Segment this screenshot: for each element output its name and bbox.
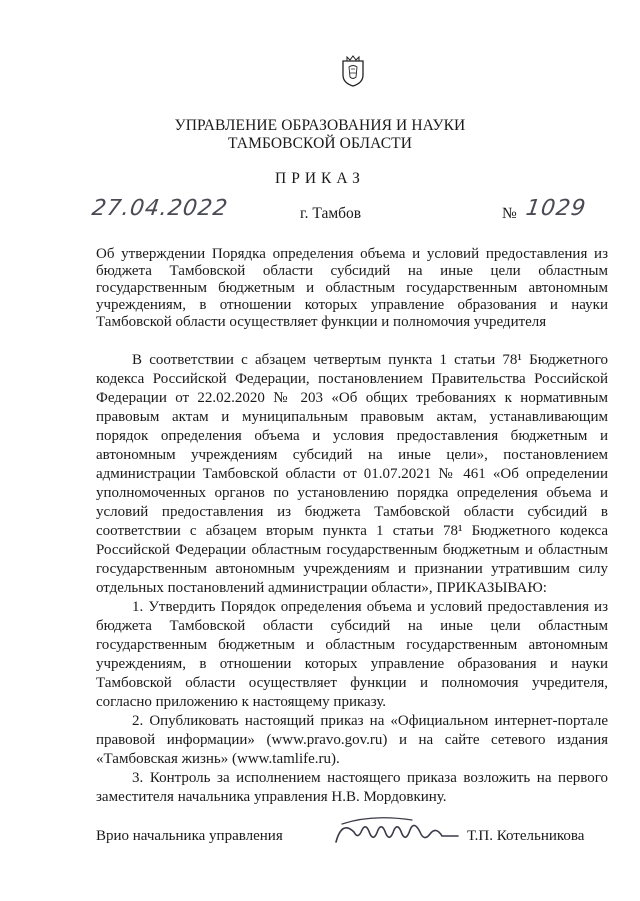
body-line: 3. Контроль за исполнением настоящего приказа возложить на первого bbox=[132, 770, 608, 786]
body-line: автономным учреждениям субсидий на иные цели», постановлением bbox=[96, 447, 608, 463]
document-number: 1029 bbox=[524, 196, 588, 221]
body-line: государственным автономным учреждениям и признании утратившим силу bbox=[96, 561, 608, 577]
document-type: ПРИКАЗ bbox=[275, 170, 365, 187]
organization-name-line2: ТАМБОВСКОЙ ОБЛАСТИ bbox=[228, 135, 412, 152]
body-line: «Тамбовская жизнь» (www.tamlife.ru). bbox=[96, 751, 340, 767]
title-line: Об утверждении Порядка определения объема и условий предоставления из bbox=[96, 246, 608, 262]
title-line: учреждениям, в отношении которых управление образования и науки bbox=[96, 297, 608, 313]
body-line: учреждениям, в отношении которых управление образования и науки bbox=[96, 656, 608, 672]
body-line: администрации Тамбовской области от 01.07.2021 № 461 «Об определении bbox=[96, 466, 608, 482]
body-line: правовой информации» (www.pravo.gov.ru) и на сайте сетевого издания bbox=[96, 732, 608, 748]
signatory-name: Т.П. Котельникова bbox=[467, 828, 585, 844]
number-sign: № bbox=[502, 205, 517, 222]
body-line: бюджета Тамбовской области субсидий на иные цели областным bbox=[96, 618, 608, 634]
body-line: государственным бюджетным и областным государственным автономным bbox=[96, 637, 608, 653]
body-line: заместителя начальника управления Н.В. Мордовкину. bbox=[96, 789, 447, 805]
body-line: отдельных постановлений администрации области», ПРИКАЗЫВАЮ: bbox=[96, 580, 547, 596]
organization-name-line1: УПРАВЛЕНИЕ ОБРАЗОВАНИЯ И НАУКИ bbox=[174, 117, 466, 134]
body-line: Федерации от 22.02.2020 № 203 «Об общих требованиях к нормативным bbox=[96, 390, 608, 406]
body-line: условий предоставления из бюджета Тамбовской области субсидий в bbox=[96, 504, 608, 520]
coat-of-arms-icon bbox=[339, 55, 367, 87]
body-line: Российской Федерации областным государственным бюджетным и областным bbox=[96, 542, 608, 558]
body-line: 1. Утвердить Порядок определения объема и условий предоставления из bbox=[132, 599, 608, 615]
body-line: соответствии с абзацем вторым пункта 1 статьи 78¹ Бюджетного кодекса bbox=[96, 523, 608, 539]
body-line: уполномоченных органов по установлению порядка определения объема и bbox=[96, 485, 608, 501]
title-line: бюджета Тамбовской области субсидий на иные цели областным bbox=[96, 263, 608, 279]
document-city: г. Тамбов bbox=[300, 205, 362, 222]
body-line: 2. Опубликовать настоящий приказ на «Официальном интернет-портале bbox=[132, 713, 608, 729]
body-line: порядок определения объема и условия предоставления бюджетным и bbox=[96, 428, 608, 444]
body-line: кодекса Российской Федерации, постановлением Правительства Российской bbox=[96, 371, 608, 387]
body-line: Тамбовской области осуществляет функции и полномочия учредителя, bbox=[96, 675, 608, 691]
handwritten-signature bbox=[332, 812, 462, 852]
title-line: Тамбовской области осуществляет функции и полномочия учредителя bbox=[96, 314, 547, 330]
body-line: правовым актам и муниципальным правовым актам, устанавливающим bbox=[96, 409, 608, 425]
signatory-position: Врио начальника управления bbox=[96, 828, 283, 844]
document-date: 27.04.2022 bbox=[90, 196, 230, 221]
title-line: государственным бюджетным и областным государственным автономным bbox=[96, 280, 608, 296]
body-line: согласно приложению к настоящему приказу. bbox=[96, 694, 387, 710]
body-line: В соответствии с абзацем четвертым пункта 1 статьи 78¹ Бюджетного bbox=[132, 352, 608, 368]
